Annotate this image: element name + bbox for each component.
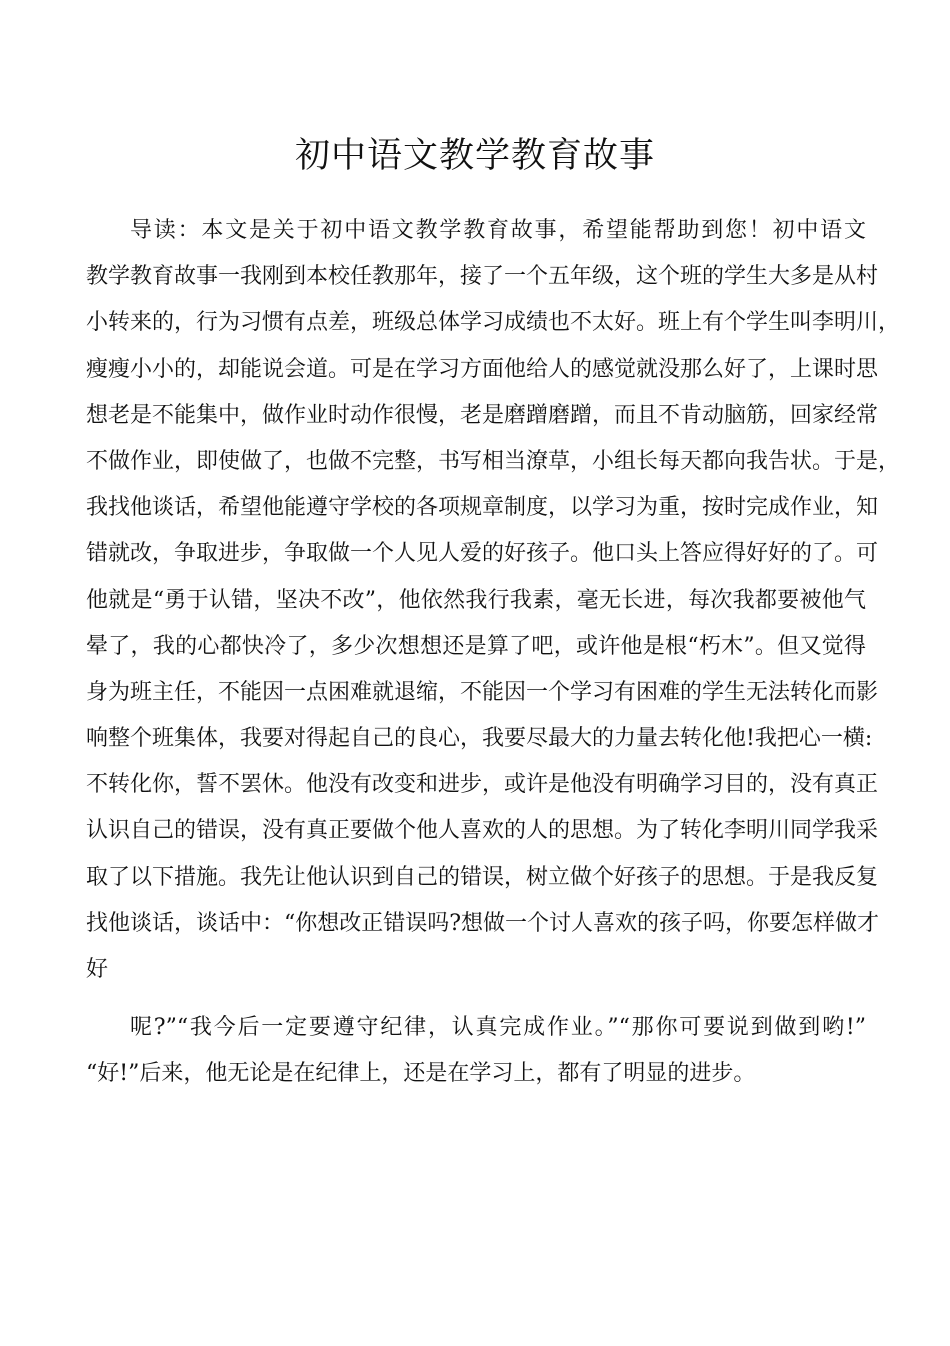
paragraph-line: 找他谈话，谈话中：“你想改正错误吗?想做一个讨人喜欢的孩子吗，你要怎样做才	[86, 910, 880, 936]
paragraph-2	[86, 1005, 866, 1097]
paragraph-line: 教学教育故事一我刚到本校任教那年，接了一个五年级，这个班的学生大多是从村	[86, 264, 879, 290]
paragraph-line: 不转化你，誓不罢休。他没有改变和进步，或许是他没有明确学习目的，没有真正	[86, 772, 879, 798]
paragraph-line: 呢?”“我今后一定要遵守纪律，认真完成作业。”“那你可要说到做到哟!”	[130, 1015, 866, 1040]
paragraph-line: 我找他谈话，希望他能遵守学校的各项规章制度，以学习为重，按时完成作业，知	[86, 495, 879, 521]
paragraph-line: 导读：本文是关于初中语文教学教育故事，希望能帮助到您！初中语文	[130, 218, 866, 243]
paragraph-line: “好!”后来，他无论是在纪律上，还是在学习上，都有了明显的进步。	[86, 1061, 756, 1087]
paragraph-line: 小转来的，行为习惯有点差，班级总体学习成绩也不太好。班上有个学生叫李明川，	[86, 310, 901, 336]
paragraph-line: 错就改，争取进步，争取做一个人见人爱的好孩子。他口头上答应得好好的了。可	[86, 541, 879, 567]
paragraph-line: 想老是不能集中，做作业时动作很慢，老是磨蹭磨蹭，而且不肯动脑筋，回家经常	[86, 402, 879, 428]
paragraph-line: 他就是“勇于认错，坚决不改”，他依然我行我素，毫无长进，每次我都要被他气	[86, 587, 866, 613]
paragraph-line: 响整个班集体，我要对得起自己的良心，我要尽最大的力量去转化他!我把心一横:	[86, 726, 873, 752]
paragraph-line: 不做作业，即使做了，也做不完整，书写相当潦草，小组长每天都向我告状。于是，	[86, 448, 901, 474]
paragraph-1	[86, 208, 901, 993]
paragraph-line: 认识自己的错误，没有真正要做个他人喜欢的人的思想。为了转化李明川同学我采	[86, 818, 879, 844]
document-title: 初中语文教学教育故事	[294, 136, 655, 176]
paragraph-line: 身为班主任，不能因一点困难就退缩，不能因一个学习有困难的学生无法转化而影	[86, 679, 879, 705]
paragraph-line: 瘦瘦小小的，却能说会道。可是在学习方面他给人的感觉就没那么好了，上课时思	[86, 356, 879, 382]
paragraph-line: 晕了，我的心都快冷了，多少次想想还是算了吧，或许他是根“朽木”。但又觉得	[86, 633, 866, 659]
paragraph-line: 好	[86, 957, 109, 982]
paragraph-line: 取了以下措施。我先让他认识到自己的错误，树立做个好孩子的思想。于是我反复	[86, 864, 879, 890]
